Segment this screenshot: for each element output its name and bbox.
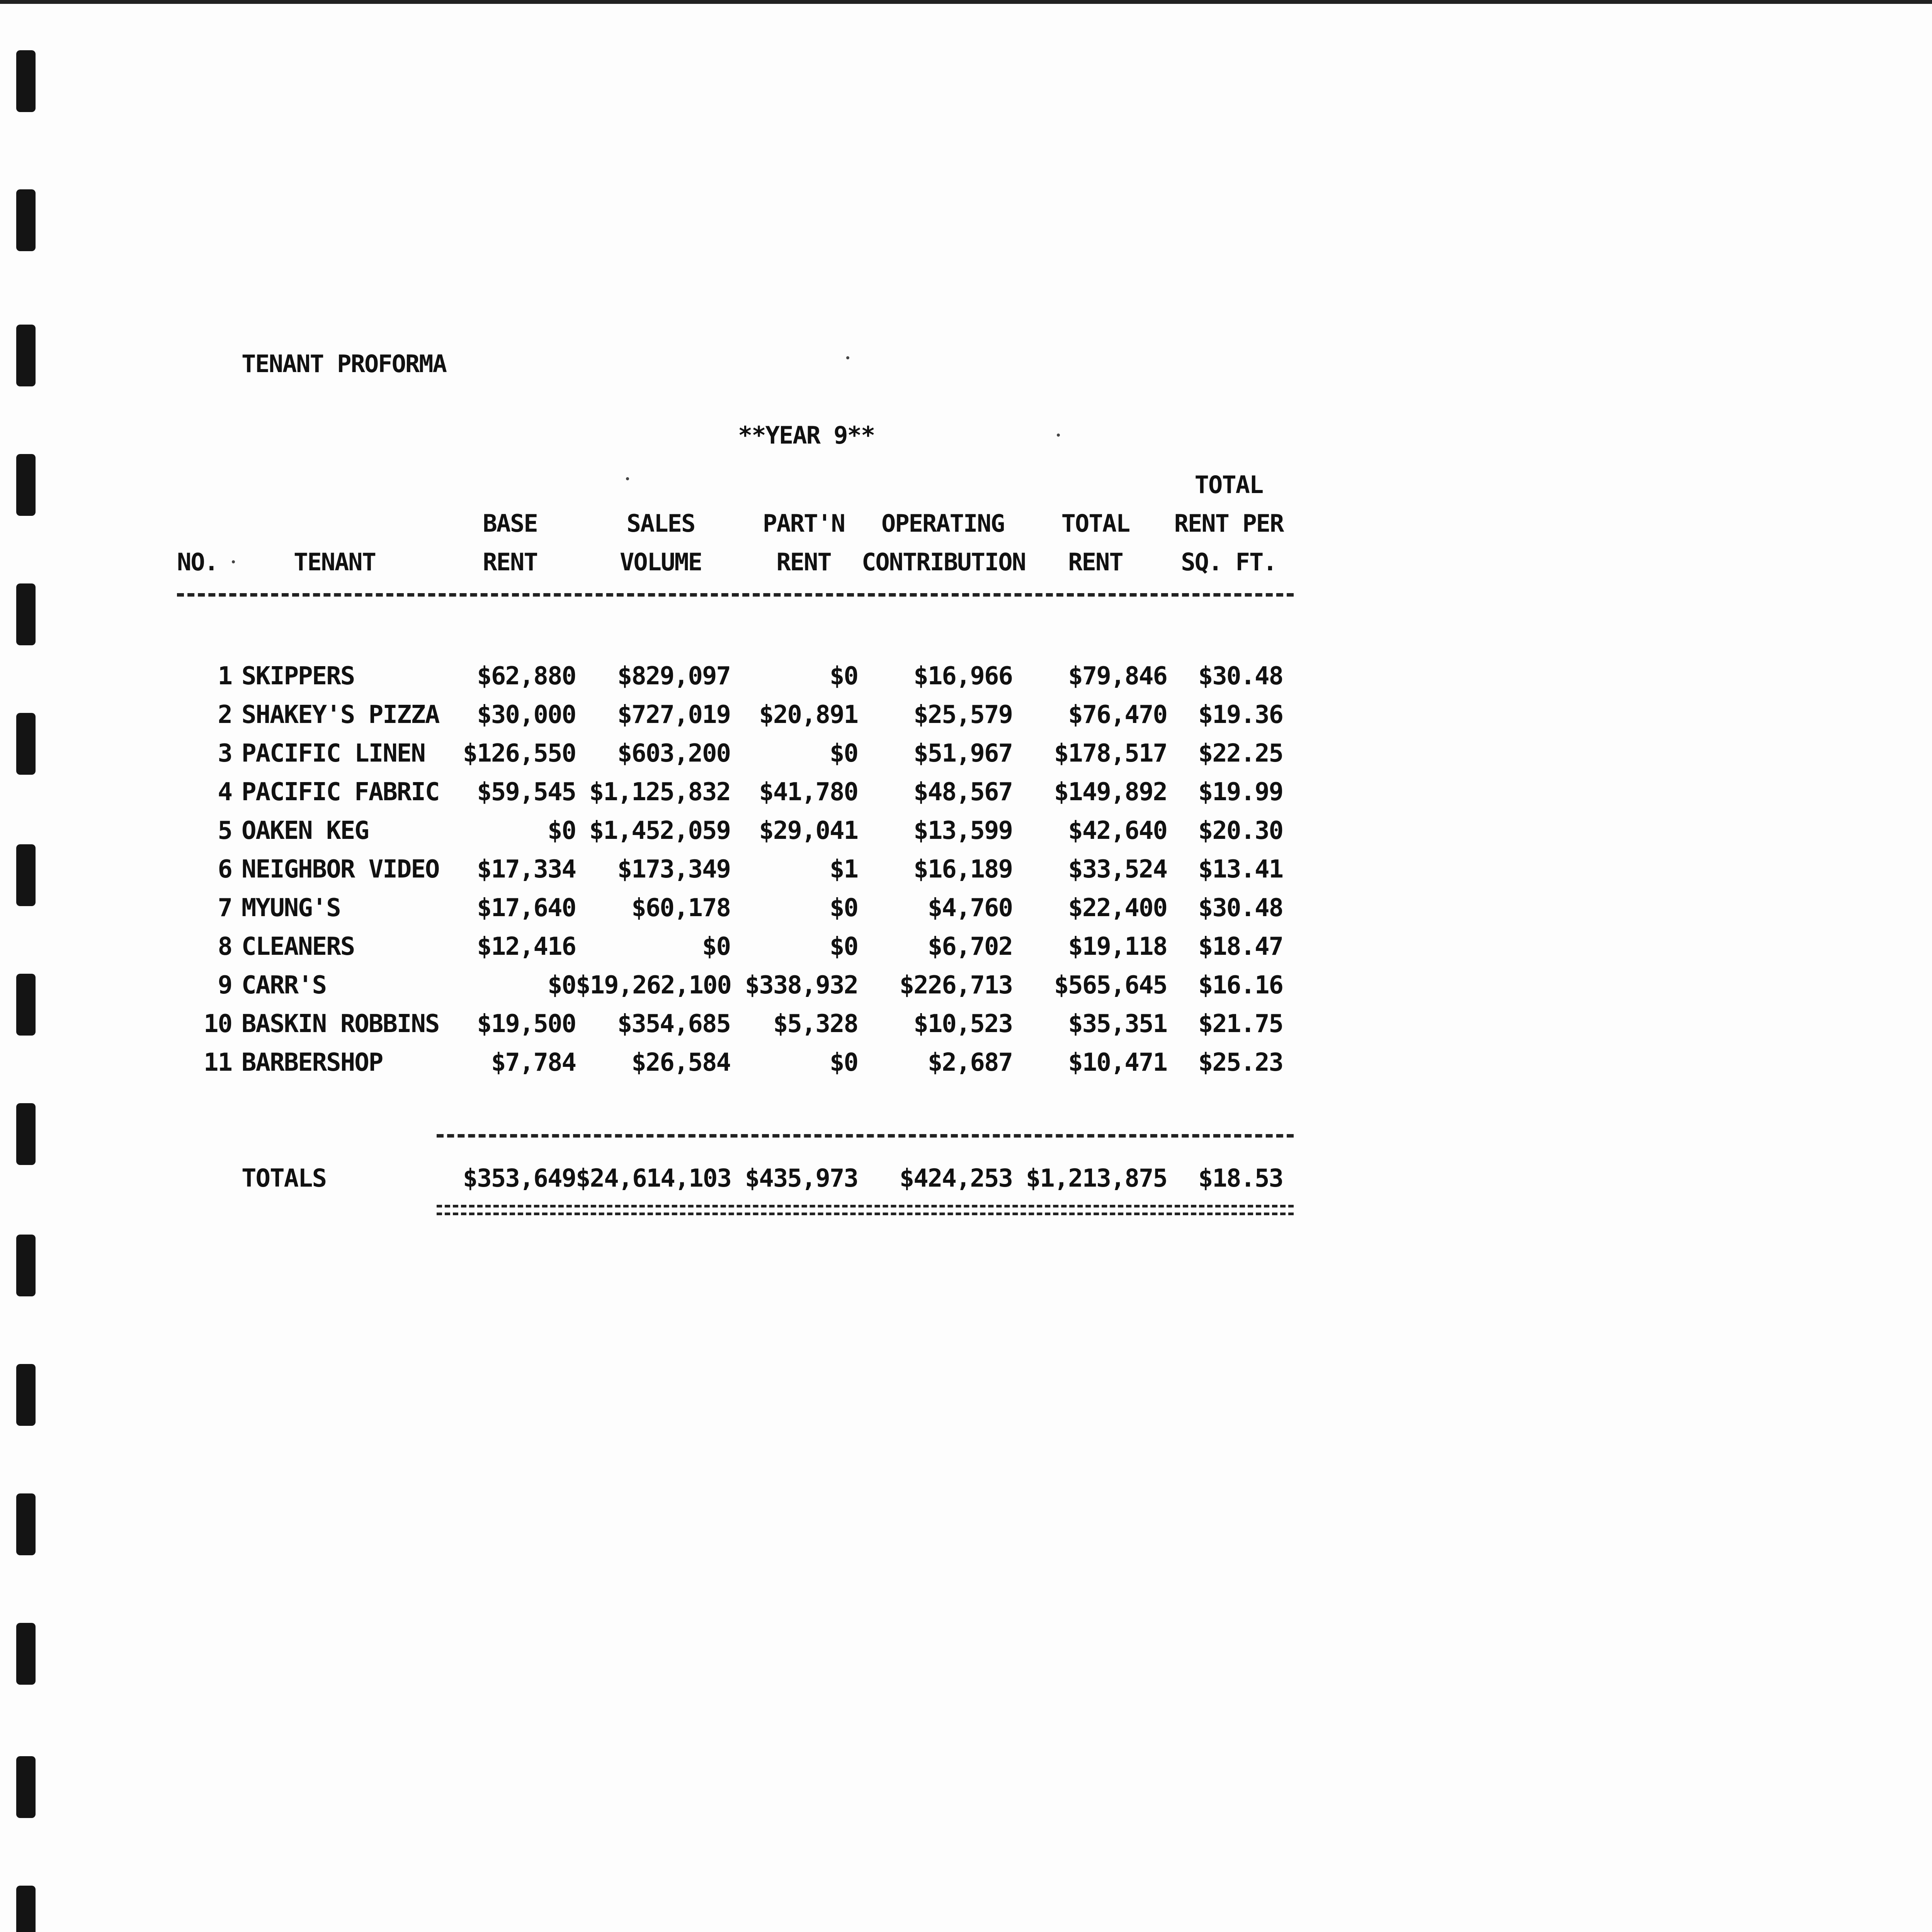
table-row [0,850,1932,889]
total-rent-cell: $22,400 [1068,894,1167,922]
header-divider [177,593,1294,597]
totals-label: TOTALS [242,1164,327,1193]
table-row [0,966,1932,1005]
row-number-cell: 6 [218,855,232,884]
row-number-cell: 11 [203,1048,232,1077]
operating-contribution-cell: $10,523 [913,1010,1012,1038]
sales-volume-cell: $60,178 [631,894,730,922]
rent-per-sqft-cell: $30.48 [1198,662,1283,690]
base-rent-cell: $12,416 [477,932,576,961]
total-rent-cell: $33,524 [1068,855,1167,884]
operating-contribution-cell: $16,189 [913,855,1012,884]
header-rent-per-sqft: TOTAL RENT PER SQ. FT. [1174,471,1284,576]
operating-contribution-cell: $4,760 [927,894,1012,922]
table-row [0,927,1932,966]
totals-total-rent: $1,213,875 [1026,1164,1167,1193]
operating-contribution-cell: $51,967 [913,739,1012,768]
partn-rent-cell: $0 [829,932,858,961]
row-number-cell: 8 [218,932,232,961]
period-label: **YEAR 9** [738,421,875,449]
base-rent-cell: $59,545 [477,778,576,806]
rent-per-sqft-cell: $18.47 [1198,932,1283,961]
sales-volume-cell: $603,200 [617,739,730,768]
total-rent-cell: $42,640 [1068,816,1167,845]
binder-punch-hole [16,1756,36,1818]
table-row [0,811,1932,850]
base-rent-cell: $62,880 [477,662,576,690]
totals-double-rule-bottom [437,1213,1294,1215]
base-rent-cell: $7,784 [491,1048,576,1077]
rent-per-sqft-cell: $20.30 [1198,816,1283,845]
rent-per-sqft-cell: $19.99 [1198,778,1283,806]
base-rent-cell: $0 [547,816,576,845]
row-number-cell: 5 [218,816,232,845]
base-rent-cell: $17,334 [477,855,576,884]
sales-volume-cell: $1,452,059 [589,816,730,845]
rent-per-sqft-cell: $22.25 [1198,739,1283,768]
row-number-cell: 4 [218,778,232,806]
table-row [0,696,1932,734]
sales-volume-cell: $1,125,832 [589,778,730,806]
table-row [0,657,1932,696]
sales-volume-cell: $727,019 [617,701,730,729]
scan-speck [626,477,629,480]
operating-contribution-cell: $6,702 [927,932,1012,961]
binder-punch-hole [16,1493,36,1555]
total-rent-cell: $10,471 [1068,1048,1167,1077]
page-top-edge [0,0,1932,4]
rent-per-sqft-cell: $30.48 [1198,894,1283,922]
rent-per-sqft-cell: $13.41 [1198,855,1283,884]
sales-volume-cell: $0 [702,932,730,961]
operating-contribution-cell: $16,966 [913,662,1012,690]
total-rent-cell: $149,892 [1054,778,1167,806]
tenant-name-cell: BARBERSHOP [242,1048,383,1077]
tenant-name-cell: OAKEN KEG [242,816,369,845]
binder-punch-hole [16,189,36,251]
partn-rent-cell: $29,041 [759,816,858,845]
row-number-cell: 3 [218,739,232,768]
binder-punch-hole [16,325,36,386]
binder-punch-hole [16,1623,36,1685]
row-number-cell: 7 [218,894,232,922]
totals-double-rule-top [437,1205,1294,1208]
scan-speck [846,356,849,359]
tenant-name-cell: BASKIN ROBBINS [242,1010,439,1038]
tenant-name-cell: SHAKEY'S PIZZA [242,701,439,729]
header-base-rent: BASE RENT [483,509,537,576]
totals-operating-contribution: $424,253 [899,1164,1012,1193]
base-rent-cell: $126,550 [463,739,576,768]
base-rent-cell: $17,640 [477,894,576,922]
sales-volume-cell: $354,685 [617,1010,730,1038]
partn-rent-cell: $338,932 [745,971,858,1000]
rent-per-sqft-cell: $25.23 [1198,1048,1283,1077]
base-rent-cell: $30,000 [477,701,576,729]
header-no: NO. [177,548,218,576]
row-number-cell: 2 [218,701,232,729]
total-rent-cell: $19,118 [1068,932,1167,961]
partn-rent-cell: $0 [829,894,858,922]
table-row [0,773,1932,811]
tenant-name-cell: PACIFIC LINEN [242,739,425,768]
binder-punch-hole [16,583,36,645]
sales-volume-cell: $26,584 [631,1048,730,1077]
header-tenant: TENANT [294,548,376,576]
totals-base-rent: $353,649 [463,1164,576,1193]
total-rent-cell: $565,645 [1054,971,1167,1000]
row-number-cell: 10 [203,1010,232,1038]
binder-punch-hole [16,50,36,112]
tenant-name-cell: CARR'S [242,971,327,1000]
partn-rent-cell: $0 [829,739,858,768]
total-rent-cell: $178,517 [1054,739,1167,768]
document-title: TENANT PROFORMA [242,350,446,378]
total-rent-cell: $79,846 [1068,662,1167,690]
rent-per-sqft-cell: $21.75 [1198,1010,1283,1038]
total-rent-cell: $35,351 [1068,1010,1167,1038]
binder-punch-hole [16,454,36,516]
table-row [0,1005,1932,1043]
rent-per-sqft-cell: $16.16 [1198,971,1283,1000]
base-rent-cell: $0 [547,971,576,1000]
total-rent-cell: $76,470 [1068,701,1167,729]
row-number-cell: 1 [218,662,232,690]
header-sales-volume: SALES VOLUME [620,509,702,576]
totals-row [0,1159,1932,1198]
table-row [0,1043,1932,1082]
row-number-cell: 9 [218,971,232,1000]
partn-rent-cell: $41,780 [759,778,858,806]
totals-partn-rent: $435,973 [745,1164,858,1193]
base-rent-cell: $19,500 [477,1010,576,1038]
totals-divider [437,1134,1294,1138]
table-row [0,734,1932,773]
header-total-rent: TOTAL RENT [1061,509,1130,576]
totals-sales-volume: $24,614,103 [576,1164,731,1193]
binder-punch-hole [16,1235,36,1296]
operating-contribution-cell: $226,713 [899,971,1012,1000]
partn-rent-cell: $1 [829,855,858,884]
partn-rent-cell: $0 [829,662,858,690]
scan-speck [1057,434,1060,437]
binder-punch-hole [16,1103,36,1165]
tenant-name-cell: PACIFIC FABRIC [242,778,439,806]
tenant-name-cell: CLEANERS [242,932,355,961]
operating-contribution-cell: $25,579 [913,701,1012,729]
table-row [0,889,1932,927]
tenant-name-cell: NEIGHBOR VIDEO [242,855,439,884]
sales-volume-cell: $19,262,100 [576,971,731,1000]
tenant-name-cell: MYUNG'S [242,894,340,922]
totals-rent-per-sqft: $18.53 [1198,1164,1283,1193]
binder-punch-hole [16,1364,36,1426]
partn-rent-cell: $0 [829,1048,858,1077]
binder-punch-hole [16,1886,36,1932]
operating-contribution-cell: $13,599 [913,816,1012,845]
partn-rent-cell: $5,328 [773,1010,858,1038]
rent-per-sqft-cell: $19.36 [1198,701,1283,729]
operating-contribution-cell: $2,687 [927,1048,1012,1077]
sales-volume-cell: $173,349 [617,855,730,884]
header-partn-rent: PART'N RENT [763,509,845,576]
header-operating-contribution: OPERATING CONTRIBUTION [862,509,1026,576]
partn-rent-cell: $20,891 [759,701,858,729]
sales-volume-cell: $829,097 [617,662,730,690]
tenant-name-cell: SKIPPERS [242,662,355,690]
operating-contribution-cell: $48,567 [913,778,1012,806]
scan-speck [232,560,235,563]
